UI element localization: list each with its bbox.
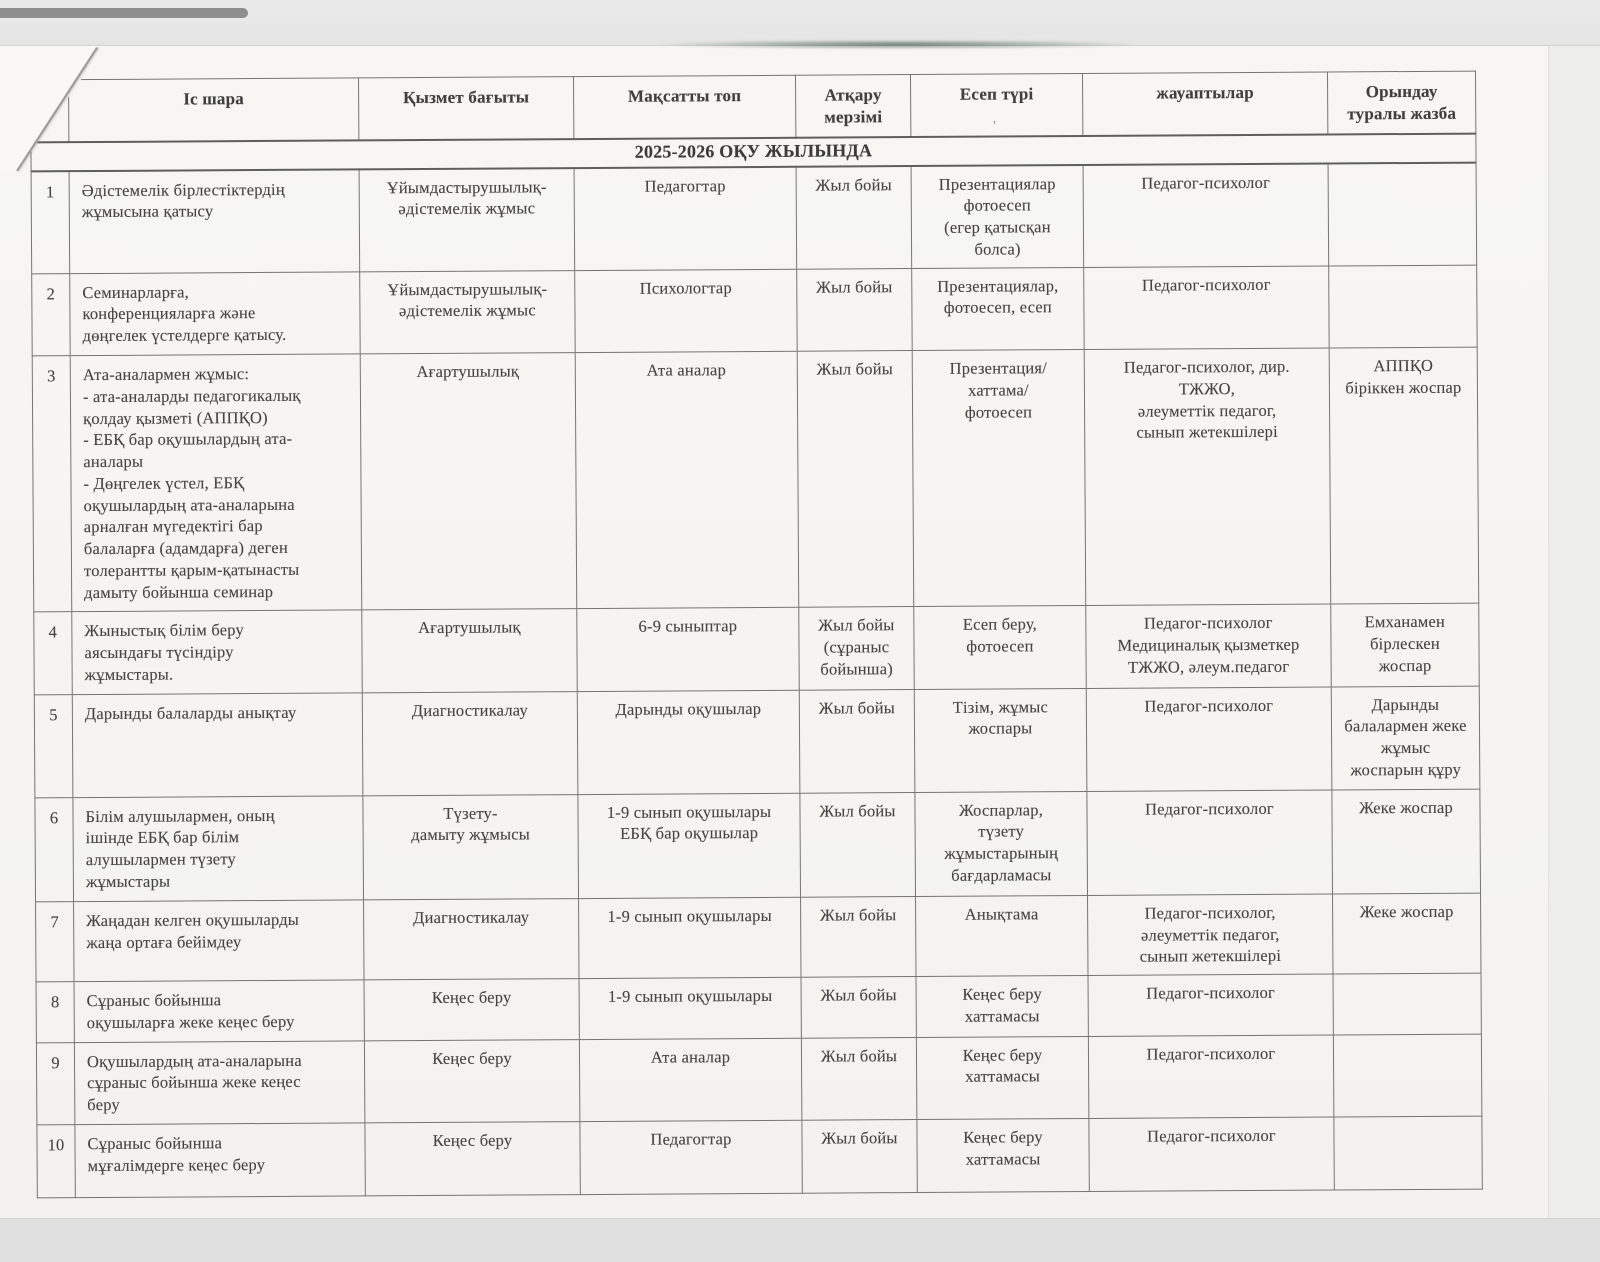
table-row [37,1116,1482,1198]
cell-period: Жыл бойы [800,792,916,897]
col-header-target [574,75,796,139]
cell-responsible: Педагог-психолог [1088,974,1333,1036]
cell-note [1333,973,1481,1034]
cell-event: Жаңадан келген оқушыларды жаңа ортаға бейімдеу [74,900,364,982]
cell-event: Білім алушылармен, оның ішінде ЕБҚ бар білім алушылармен түзету жұмыстары [73,796,364,902]
cell-target: Педагогтар [574,166,797,270]
col-header-note [1327,71,1475,134]
table-row [32,265,1477,356]
col-header-responsible [1082,72,1327,136]
col-header-event [69,78,359,142]
table-row [31,162,1477,273]
col-header-report-label: Есеп түрі [959,84,1034,104]
table-row [36,1034,1481,1125]
cell-target: 1-9 сынып оқушылары [579,897,801,979]
cell-responsible: Педагог-психолог Медициналық қызметкер ТЖЖО, әлеум.педагог [1086,604,1331,688]
col-header-report [911,73,1083,136]
cell-target: Психологтар [575,269,797,353]
scan-edge-smudge [660,40,1135,49]
table-row [35,789,1481,902]
cell-report: Презентация/ хаттама/ фотоесеп [912,349,1086,606]
cell-period: Жыл бойы [797,268,913,351]
cell-responsible: Педагог-психолог, дир. ТЖЖО, әлеуметтік педагог, сынып жетекшілері [1084,348,1331,606]
bottom-bar [0,1218,1600,1262]
table-row [34,686,1480,798]
col-header-responsible-label: жауаптылар [1156,82,1254,103]
col-header-period-label: Атқару мерзімі [824,85,883,128]
cell-direction: Кеңес беру [364,1039,579,1123]
cell-target: Ата аналар [579,1038,801,1122]
cell-period: Жыл бойы [801,977,916,1038]
table-body [31,162,1482,1198]
cell-number: 8 [36,982,74,1043]
cell-direction: Ұйымдастырушылық- әдістемелік жұмыс [359,168,575,272]
cell-direction: Ағартушылық [362,609,577,693]
cell-target: 6-9 сыныптар [577,608,799,692]
cell-number: 4 [34,612,73,695]
cell-number: 6 [35,797,74,901]
cell-event: Семинарларға, конференцияларға және дөңгелек үстелдерге қатысу. [70,272,360,356]
cell-event: Оқушылардың ата-аналарына сұраныс бойынша жеке кеңес беру [74,1040,364,1124]
document-page [0,46,1600,1218]
cell-report: Анықтама [916,895,1088,976]
cell-period: Жыл бойы [799,689,915,793]
table-row [32,347,1479,612]
cell-number: 7 [36,901,74,982]
cell-responsible: Педагог-психолог [1089,1117,1334,1191]
cell-note: Жеке жоспар [1332,789,1481,894]
cell-note: Дарынды балалармен жеке жұмыс жоспарын құру [1331,686,1480,790]
cell-target: Педагогтар [580,1120,802,1194]
cell-target: 1-9 сынып оқушылары ЕБҚ бар оқушылар [578,793,801,898]
cell-note: АППҚО біріккен жоспар [1329,347,1479,604]
cell-direction: Ағартушылық [360,353,577,611]
table-row [36,973,1481,1042]
cell-period: Жыл бойы [796,166,912,269]
cell-event: Жыныстық білім беру аясындағы түсіндіру жұмыстары. [72,610,362,694]
cell-event: Сұраныс бойынша оқушыларға жеке кеңес беру [74,980,364,1042]
year-banner: 2025-2026 ОҚУ ЖЫЛЫНДА [31,133,1476,171]
cell-number: 9 [36,1042,75,1125]
col-header-target-label: Мақсатты топ [627,86,742,106]
cell-note: Емханамен бірлескен жоспар [1331,603,1479,686]
cell-direction: Диагностикалау [362,691,578,795]
col-header-note-label: Орындау туралы жазба [1347,81,1457,124]
cell-report: Кеңес беру хаттамасы [917,1118,1089,1192]
cell-event: Дарынды балаларды анықтау [72,693,363,798]
cell-report: Тізім, жұмыс жоспары [914,688,1087,792]
cell-direction: Түзету- дамыту жұмысы [363,794,579,899]
cell-report: Презентациялар, фотоесеп, есеп [912,267,1084,350]
cell-note [1334,1116,1482,1190]
cell-period: Жыл бойы [802,1119,917,1193]
col-header-event-label: Іс шара [183,89,245,109]
col-header-direction-label: Қызмет бағыты [402,87,530,108]
cell-note [1333,1034,1482,1117]
cell-event: Ата-аналармен жұмыс: - ата-аналарды педагогикалық қолдау қызметі (АППҚО) - ЕБҚ бар оқушылардың ата- аналары - Дөңгелек үстел, ЕБҚ оқушылардың ата-аналарына арналған мүгедектігі бар балаларға (адамдарға) деген толерантты қарым-қатынасты дамыту бойынша семинар [70,354,362,612]
cell-number: 1 [31,171,70,274]
cell-direction: Кеңес беру [365,1121,580,1195]
cell-responsible: Педагог-психолог [1083,163,1329,267]
cell-direction: Диагностикалау [364,898,579,980]
toolbar-pill [0,8,248,18]
cell-responsible: Педагог-психолог [1084,266,1329,350]
cell-note: Жеке жоспар [1333,893,1481,974]
cell-period: Жыл бойы (сұраныс бойынша) [799,607,915,690]
cell-report: Кеңес беру хаттамасы [916,1036,1088,1119]
cell-report: Жоспарлар, түзету жұмыстарының бағдарламасы [915,791,1088,896]
cell-event: Әдістемелік бірлестіктердің жұмысына қатысу [69,169,360,273]
cell-event: Сұраныс бойынша мұғалімдерге кеңес беру [75,1123,365,1198]
cell-responsible: Педагог-психолог [1086,687,1332,791]
page-right-edge [1548,46,1600,1218]
table-row [34,603,1479,694]
stray-scan-mark: ' [993,117,996,133]
table-header-row [31,71,1476,142]
cell-target: Ата аналар [575,351,799,609]
col-header-direction [359,77,574,141]
cell-period: Жыл бойы [797,351,914,608]
cell-responsible: Педагог-психолог [1088,1035,1333,1119]
cell-note [1329,265,1477,348]
cell-period: Жыл бойы [801,896,916,977]
cell-target: Дарынды оқушылар [577,690,800,794]
cell-number: 5 [34,694,73,797]
cell-target: 1-9 сынып оқушылары [579,977,801,1039]
cell-responsible: Педагог-психолог [1087,790,1333,896]
cell-direction: Ұйымдастырушылық- әдістемелік жұмыс [360,270,575,354]
table-row [36,893,1481,982]
cell-number: 10 [37,1125,75,1198]
cell-responsible: Педагог-психолог, әлеуметтік педагог, сынып жетекшілері [1088,894,1333,976]
cell-note [1328,162,1477,265]
cell-direction: Кеңес беру [364,979,579,1041]
cell-number: 2 [32,273,71,356]
work-plan-table [30,71,1483,1199]
cell-period: Жыл бойы [801,1037,917,1120]
cell-report: Есеп беру, фотоесеп [914,606,1086,689]
cell-report: Кеңес беру хаттамасы [916,976,1088,1038]
cell-number: 3 [32,356,72,613]
col-header-period [796,75,911,138]
cell-report: Презентациялар фотоесеп (егер қатысқан болса) [911,165,1084,269]
